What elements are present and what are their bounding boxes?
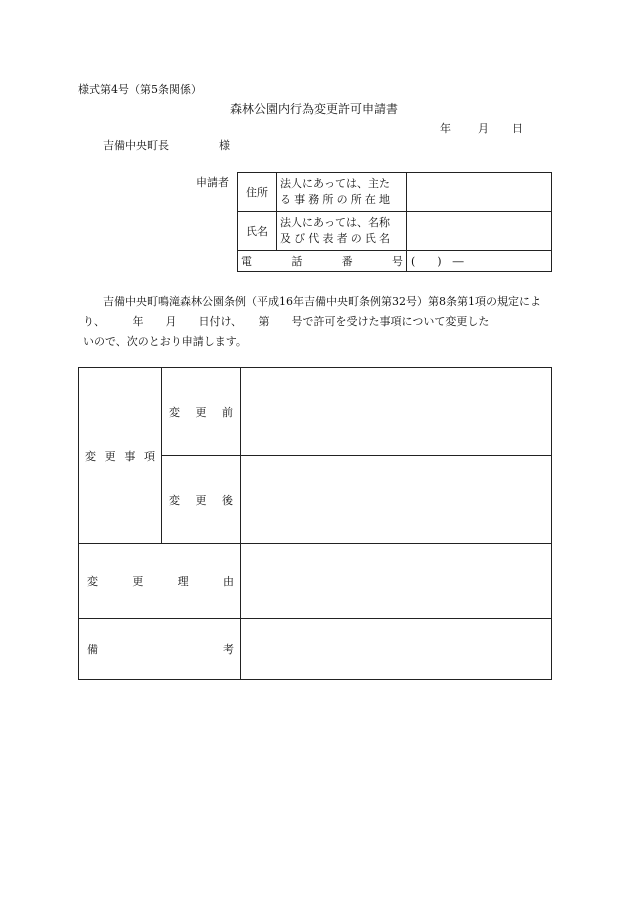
applicant-label: 申請者 (196, 176, 229, 189)
reason-label-cell (79, 544, 241, 619)
before-value[interactable] (241, 368, 552, 456)
body-line-2: り、 年 月 日付け、 第 号で許可を受けた事項について変更した (83, 315, 490, 328)
phone-value[interactable]: ( ) ― (407, 251, 552, 272)
before-label-cell (162, 368, 241, 456)
name-label: 氏名 (238, 212, 277, 251)
change-items-cell (79, 368, 162, 544)
body-line-1: 吉備中央町鳴滝森林公園条例（平成16年吉備中央町条例第32号）第8条第1項の規定によ (103, 295, 541, 308)
address-note: 法人にあっては、主たる事務所の所在地 (280, 177, 390, 206)
phone-label-cell (238, 251, 407, 272)
date-month: 月 (478, 122, 489, 135)
reason-value[interactable] (241, 544, 552, 619)
before-label: 変更前 (169, 405, 233, 419)
page-title: 森林公園内行為変更許可申請書 (230, 102, 399, 116)
body-text (83, 292, 553, 352)
change-items-label: 変更事項 (85, 449, 155, 463)
after-label-cell (162, 456, 241, 544)
after-label: 変更後 (169, 493, 233, 507)
address-value[interactable] (407, 173, 552, 212)
body-line-3: いので、次のとおり申請します。 (83, 335, 247, 348)
remarks-value[interactable] (241, 619, 552, 680)
name-note: 法人にあっては、名称及び代表者の氏名 (280, 216, 390, 245)
reason-label: 変更理由 (87, 575, 234, 588)
form-number: 様式第4号（第5条関係） (78, 83, 202, 96)
name-value[interactable] (407, 212, 552, 251)
addressee-name: 吉備中央町長 (103, 139, 169, 152)
phone-label: 電 話 番 号 (241, 255, 403, 268)
remarks-label: 備考 (87, 643, 234, 656)
remarks-label-cell (79, 619, 241, 680)
after-value[interactable] (241, 456, 552, 544)
change-table (78, 367, 552, 680)
name-note-cell (277, 212, 407, 251)
applicant-table (237, 172, 552, 272)
address-note-cell (277, 173, 407, 212)
date-year: 年 (440, 122, 451, 135)
addressee-honorific: 様 (219, 139, 230, 152)
address-label: 住所 (238, 173, 277, 212)
date-day: 日 (512, 122, 523, 135)
